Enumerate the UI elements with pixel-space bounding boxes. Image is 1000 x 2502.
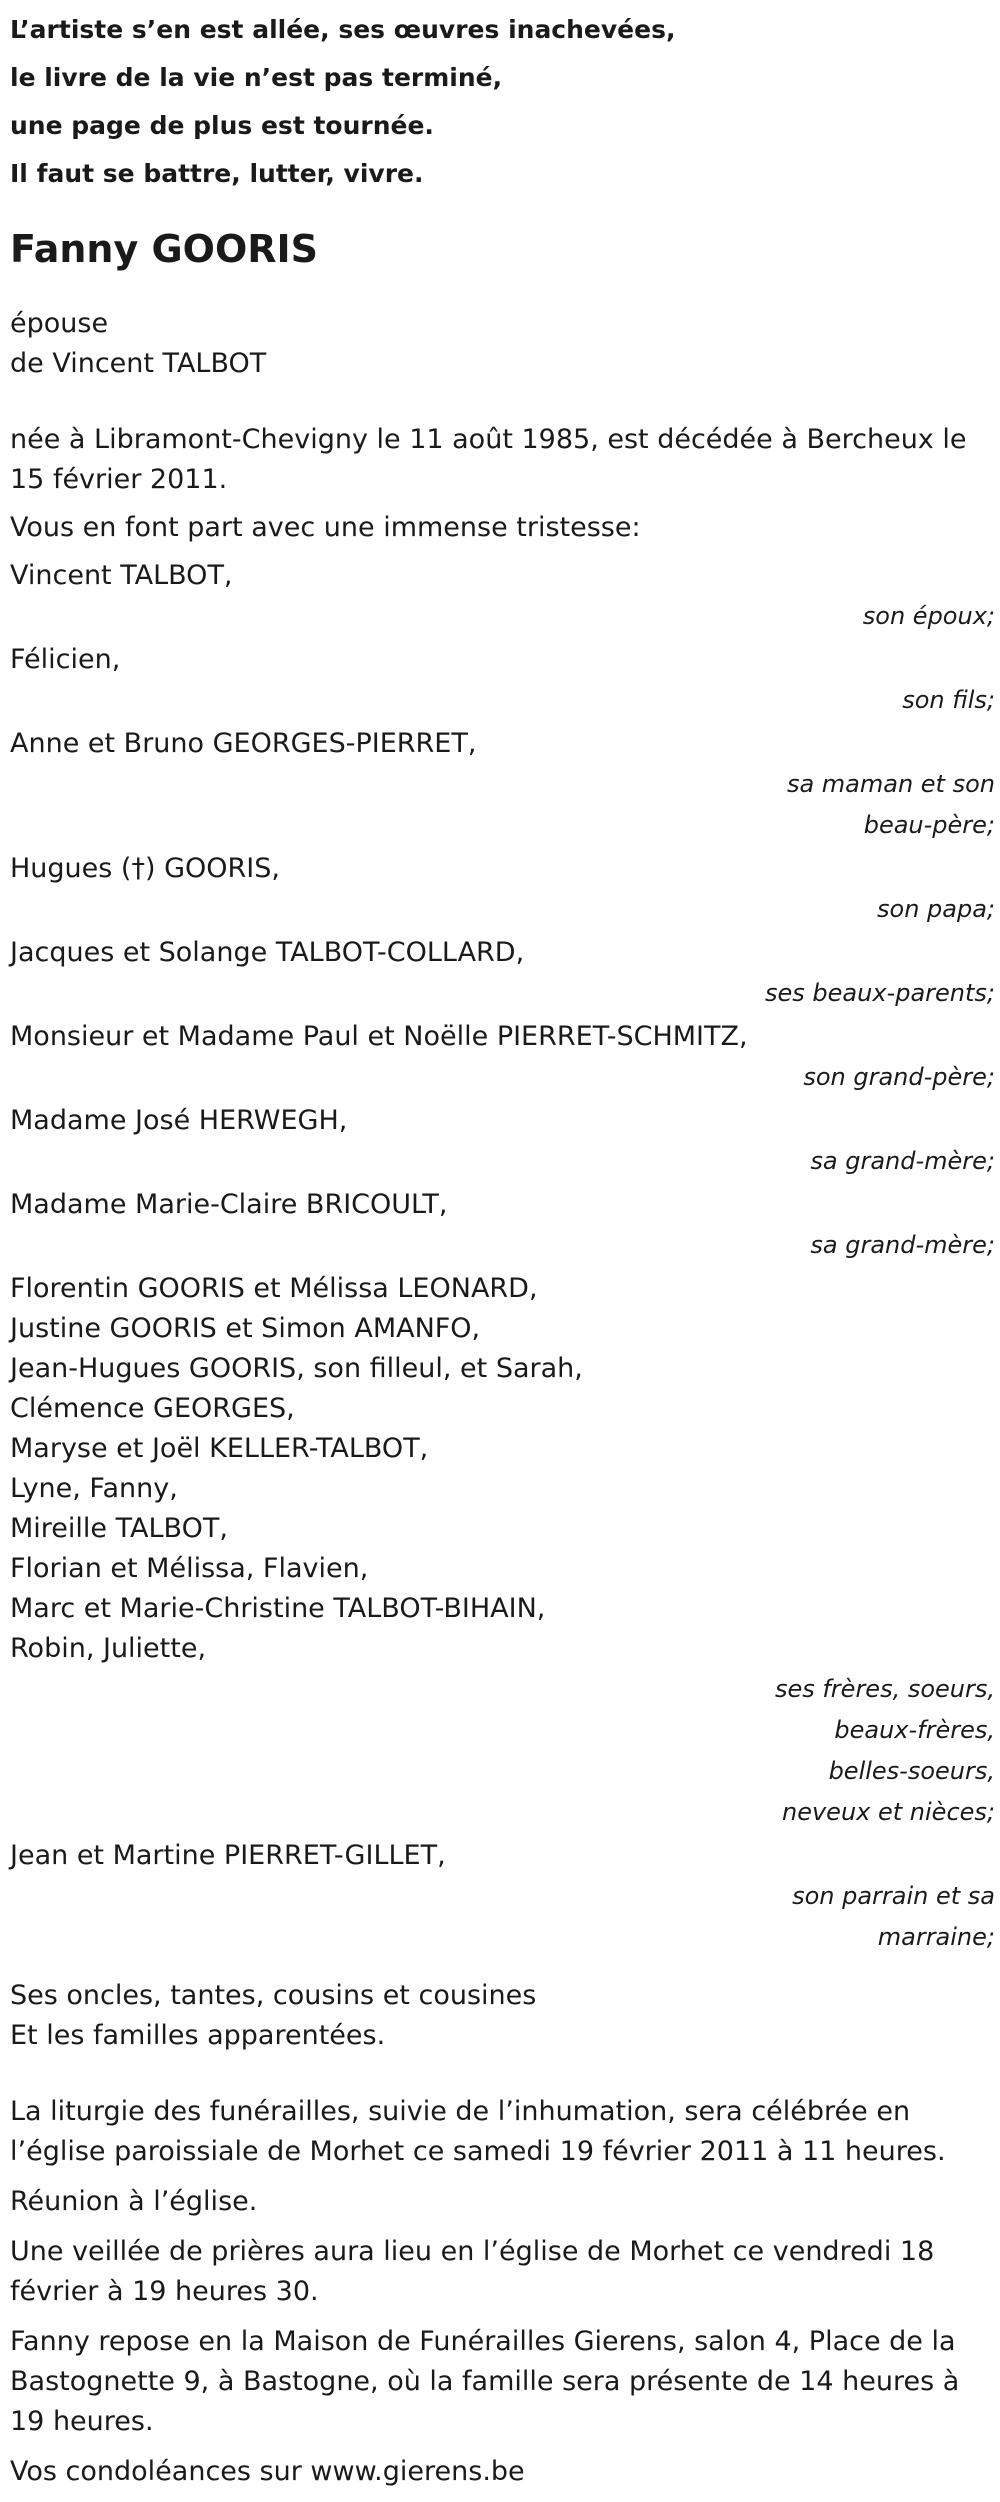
family-member-name: Vincent TALBOT, xyxy=(10,560,233,591)
family-relation-line: son papa; xyxy=(877,895,995,923)
family-entry xyxy=(10,1185,995,1266)
funeral-paragraph: Une veillée de prières aura lieu en l’église de Morhet ce vendredi 18 février à 19 heures 30. xyxy=(10,2236,935,2307)
birth-death-text: née à Libramont-Chevigny le 11 août 1985, est décédée à Bercheux le 15 février 2011. xyxy=(10,424,967,495)
family-member-name: Madame Marie-Claire BRICOULT, xyxy=(10,1189,448,1220)
family-relation xyxy=(10,596,995,637)
family-relation-line: son grand-père; xyxy=(803,1063,995,1091)
family-relation xyxy=(10,1225,995,1266)
family-member-name: Jean et Martine PIERRET-GILLET, xyxy=(10,1840,446,1871)
family-member-name: Clémence GEORGES, xyxy=(10,1393,295,1424)
family-relation xyxy=(10,680,995,721)
announcement-intro: Vous en font part avec une immense tristesse: xyxy=(10,512,641,543)
family-entry xyxy=(10,849,995,930)
spouse-line: épouse xyxy=(10,308,109,339)
deceased-name: Fanny GOORIS xyxy=(10,227,319,271)
family-relation-line: neveux et nièces; xyxy=(782,1798,995,1826)
funeral-paragraph: Fanny repose en la Maison de Funérailles Gierens, salon 4, Place de la Bastognette 9, à Bastogne, où la famille sera présente de 14 heures à 19 heures. xyxy=(10,2326,960,2437)
family-entry xyxy=(10,933,995,1014)
family-member-name: Robin, Juliette, xyxy=(10,1633,207,1664)
family-member-name: Hugues (†) GOORIS, xyxy=(10,853,280,884)
family-relation-line: beaux-frères, xyxy=(834,1716,995,1744)
family-relation-line: beau-père; xyxy=(863,811,995,839)
family-member-name: Madame José HERWEGH, xyxy=(10,1105,348,1136)
family-relation-line: sa grand-mère; xyxy=(810,1231,995,1259)
family-entry xyxy=(10,556,995,637)
family-entry xyxy=(10,640,995,721)
family-member-name: Félicien, xyxy=(10,644,121,675)
family-entry xyxy=(10,1101,995,1182)
family-member-name: Mireille TALBOT, xyxy=(10,1513,228,1544)
family-relation-line: son parrain et sa xyxy=(792,1882,995,1910)
family-relation xyxy=(10,1141,995,1182)
poem-line: L’artiste s’en est allée, ses œuvres inachevées, xyxy=(10,15,676,44)
funeral-info xyxy=(10,2092,995,2492)
family-member-name: Florentin GOORIS et Mélissa LEONARD, xyxy=(10,1273,538,1304)
condolences-line: Vos condoléances sur www.gierens.be xyxy=(10,2456,525,2487)
family-member-name: Jacques et Solange TALBOT-COLLARD, xyxy=(10,937,525,968)
family-relation xyxy=(10,973,995,1014)
family-member-name: Jean-Hugues GOORIS, son filleul, et Sarah, xyxy=(10,1353,583,1384)
family-relation xyxy=(10,1057,995,1098)
spouse-info xyxy=(10,304,995,384)
family-member-name: Lyne, Fanny, xyxy=(10,1473,178,1504)
family-member-name: Monsieur et Madame Paul et Noëlle PIERRET-SCHMITZ, xyxy=(10,1021,748,1052)
family-relation-line: marraine; xyxy=(877,1923,995,1951)
family-relation-line: sa maman et son xyxy=(786,770,995,798)
family-relation xyxy=(10,1876,995,1958)
poem xyxy=(10,6,995,198)
poem-line: Il faut se battre, lutter, vivre. xyxy=(10,159,424,188)
family-relation xyxy=(10,764,995,846)
family-member-name: Florian et Mélissa, Flavien, xyxy=(10,1553,369,1584)
other-relatives-line: Et les familles apparentées. xyxy=(10,2020,386,2051)
family-member-name: Anne et Bruno GEORGES-PIERRET, xyxy=(10,728,477,759)
funeral-paragraph: Réunion à l’église. xyxy=(10,2186,258,2217)
family-relation xyxy=(10,889,995,930)
family-relation-line: belles-soeurs, xyxy=(828,1757,995,1785)
other-relatives-line: Ses oncles, tantes, cousins et cousines xyxy=(10,1980,537,2011)
family-relation-line: son fils; xyxy=(902,686,995,714)
family-relation-line: sa grand-mère; xyxy=(810,1147,995,1175)
obituary-page xyxy=(10,0,995,2502)
poem-line: le livre de la vie n’est pas terminé, xyxy=(10,63,503,92)
family-relation-line: ses frères, soeurs, xyxy=(774,1675,995,1703)
spouse-line: de Vincent TALBOT xyxy=(10,348,267,379)
family-member-name: Justine GOORIS et Simon AMANFO, xyxy=(10,1313,481,1344)
family-member-name: Marc et Marie-Christine TALBOT-BIHAIN, xyxy=(10,1593,546,1624)
poem-line: une page de plus est tournée. xyxy=(10,111,434,140)
family-relation-line: ses beaux-parents; xyxy=(765,979,995,1007)
other-relatives xyxy=(10,1976,995,2056)
family-entry xyxy=(10,724,995,846)
family-entry xyxy=(10,1017,995,1098)
family-entry xyxy=(10,1269,995,1833)
family-relation-line: son époux; xyxy=(862,602,995,630)
family-entry xyxy=(10,1836,995,1958)
funeral-paragraph: La liturgie des funérailles, suivie de l’inhumation, sera célébrée en l’église paroissiale de Morhet ce samedi 19 février 2011 à 11 heures. xyxy=(10,2096,946,2167)
family-member-name: Maryse et Joël KELLER-TALBOT, xyxy=(10,1433,429,1464)
family-relation xyxy=(10,1669,995,1833)
family-list xyxy=(10,556,995,1958)
